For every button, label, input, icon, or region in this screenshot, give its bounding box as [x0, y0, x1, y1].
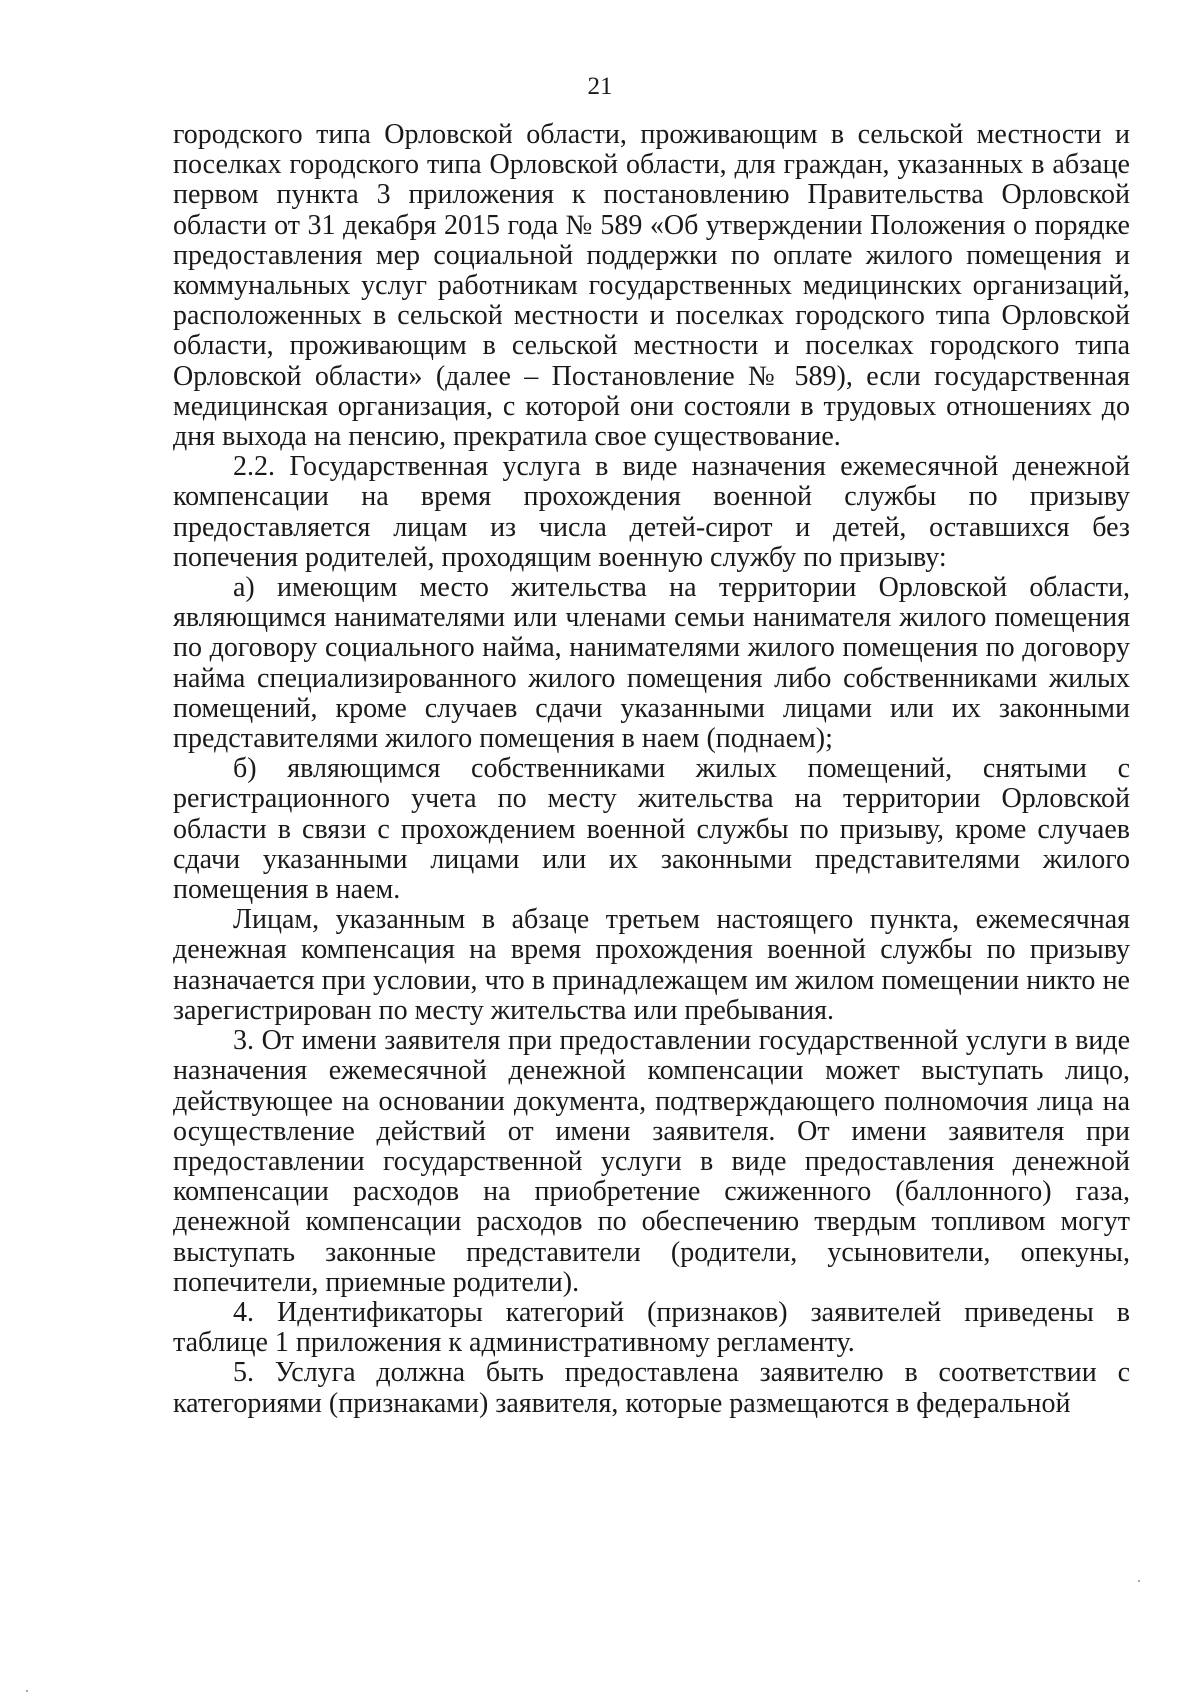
paragraph-continuation: городского типа Орловской области, проживающим в сельской местности и поселках городского типа Орловской области, для граждан, указанных в абзаце первом пункта 3 приложения к постановлению Правительства Орловской области от 31 декабря 2015 года № 589 «Об утверждении Положения о порядке предоставления мер социальной поддержки по оплате жилого помещения и коммунальных услуг работникам государственных медицинских организаций, расположенных в сельской местности и поселках городского типа Орловской области, проживающим в сельской местности и поселках городского типа Орловской области» (далее – Постановление № 589), если государственная медицинская организация, с которой они состояли в трудовых отношениях до дня выхода на пенсию, прекратила свое существование.: [173, 119, 1130, 453]
paragraph-4: 4. Идентификаторы категорий (признаков) заявителей приведены в таблице 1 приложения к административному регламенту.: [173, 1296, 1130, 1359]
paragraph-5: 5. Услуга должна быть предоставлена заявителю в соответствии с категориями (признаками) заявителя, которые размещаются в федеральной: [173, 1357, 1130, 1419]
paragraph-note: Лицам, указанным в абзаце третьем настоящего пункта, ежемесячная денежная компенсация на время прохождения военной службы по призыву назначается при условии, что в принадлежащем им жилом помещении никто не зарегистрирован по месту жительства или пребывания.: [173, 904, 1130, 1026]
paragraph-item-b: б) являющимся собственниками жилых помещений, снятыми с регистрационного учета по месту жительства на территории Орловской области в связи с прохождением военной службы по призыву, кроме случаев сдачи указанными лицами или их законными представителями жилого помещения в наем.: [173, 753, 1130, 906]
page-number: 21: [587, 73, 613, 100]
paragraph-2-2: 2.2. Государственная услуга в виде назначения ежемесячной денежной компенсации на время прохождения военной службы по призыву предоставляется лицам из числа детей-сирот и детей, оставшихся без попечения родителей, проходящим военную службу по призыву:: [173, 451, 1130, 573]
document-body: [173, 120, 1130, 1419]
paragraph-3: 3. От имени заявителя при предоставлении государственной услуги в виде назначения ежемесячной денежной компенсации может выступать лицо, действующее на основании документа, подтверждающего полномочия лица на осуществление действий от имени заявителя. От имени заявителя при предоставлении государственной услуги в виде предоставления денежной компенсации расходов на приобретение сжиженного (баллонного) газа, денежной компенсации расходов по обеспечению твердым топливом могут выступать законные представители (родители, усыновители, опекуны, попечители, приемные родители).: [173, 1025, 1130, 1298]
scan-speck: [1138, 1580, 1140, 1582]
paragraph-item-a: а) имеющим место жительства на территории Орловской области, являющимся нанимателями или членами семьи нанимателя жилого помещения по договору социального найма, нанимателями жилого помещения по договору найма специализированного жилого помещения либо собственниками жилых помещений, кроме случаев сдачи указанными лицами или их законными представителями жилого помещения в наем (поднаем);: [173, 572, 1130, 755]
scan-speck: [26, 1690, 28, 1692]
